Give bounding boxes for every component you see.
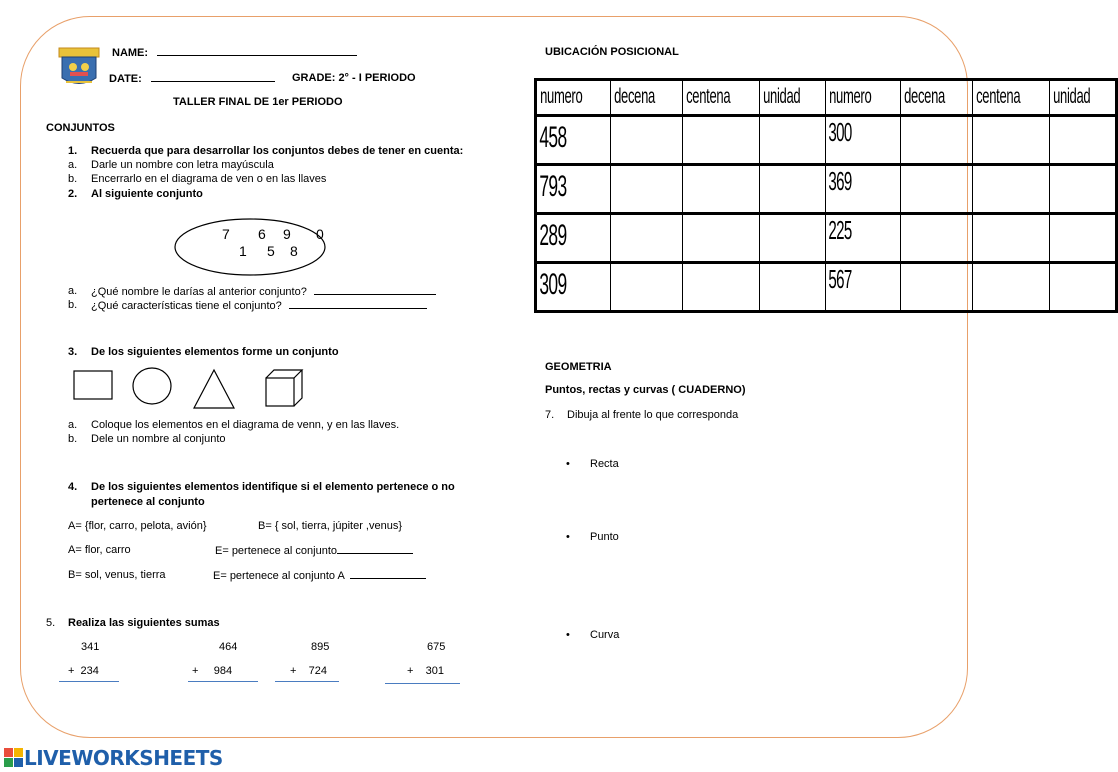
header-cell: decena bbox=[611, 80, 683, 116]
set-b-definition: B= { sol, tierra, júpiter ,venus} bbox=[258, 520, 402, 532]
number-cell: 225 bbox=[826, 214, 900, 263]
table-header-row bbox=[536, 80, 1117, 116]
q4-number: 4. bbox=[68, 481, 78, 493]
answer-cell[interactable] bbox=[760, 214, 826, 263]
header-cell: centena bbox=[683, 80, 760, 116]
geometria-subtitle: Puntos, rectas y curvas ( CUADERNO) bbox=[545, 384, 746, 396]
answer-cell[interactable] bbox=[611, 165, 683, 214]
answer-cell[interactable] bbox=[1049, 116, 1116, 165]
answer-cell[interactable] bbox=[611, 263, 683, 312]
q2-item-a-text: ¿Qué nombre le darías al anterior conjunto? bbox=[91, 286, 307, 298]
sum-1-answer-line[interactable] bbox=[59, 681, 119, 682]
table-row bbox=[536, 263, 1117, 312]
q2-item-b[interactable] bbox=[91, 299, 427, 312]
grade-label: GRADE: 2° - I PERIODO bbox=[292, 72, 416, 84]
q5-number: 5. bbox=[46, 617, 56, 629]
table-row bbox=[536, 214, 1117, 263]
answer-cell[interactable] bbox=[1049, 165, 1116, 214]
set-element-9: 9 bbox=[283, 226, 291, 242]
q2-number: 2. bbox=[68, 188, 78, 200]
header-cell: numero bbox=[536, 80, 611, 116]
q2-text: Al siguiente conjunto bbox=[91, 188, 203, 200]
q3-item-b-marker: b. bbox=[68, 433, 78, 445]
sum-2-top: 464 bbox=[219, 641, 238, 653]
q1-text: Recuerda que para desarrollar los conjuntos debes de tener en cuenta: bbox=[91, 145, 464, 157]
sum-1-top: 341 bbox=[81, 641, 100, 653]
answer-cell[interactable] bbox=[760, 116, 826, 165]
number-cell: 458 bbox=[536, 116, 611, 165]
answer-cell[interactable] bbox=[972, 116, 1049, 165]
number-cell: 793 bbox=[536, 165, 611, 214]
q4-text-line1: De los siguientes elementos identifique si el elemento pertenece o no bbox=[91, 481, 455, 493]
set-element-1: 1 bbox=[239, 243, 247, 259]
answer-cell[interactable] bbox=[972, 214, 1049, 263]
q1-item-a: Darle un nombre con letra mayúscula bbox=[91, 159, 274, 171]
header-cell: decena bbox=[900, 80, 972, 116]
sum-2-bottom: + 984 bbox=[192, 665, 233, 677]
sum-1-bottom: + 234 bbox=[68, 665, 99, 677]
place-value-table bbox=[534, 78, 1118, 313]
set-element-0: 0 bbox=[316, 226, 324, 242]
triangle-shape bbox=[194, 370, 234, 408]
q1-item-b: Encerrarlo en el diagrama de ven o en las llaves bbox=[91, 173, 327, 185]
sum-2-answer-line[interactable] bbox=[188, 681, 258, 682]
cube-shape bbox=[266, 370, 302, 406]
q2-item-b-blank[interactable] bbox=[289, 299, 427, 309]
sum-4-top: 675 bbox=[427, 641, 446, 653]
name-blank[interactable] bbox=[157, 46, 357, 56]
sum-4-answer-line[interactable] bbox=[385, 683, 460, 684]
date-blank[interactable] bbox=[151, 72, 275, 82]
number-cell: 369 bbox=[826, 165, 900, 214]
answer-cell[interactable] bbox=[1049, 214, 1116, 263]
sum-3-answer-line[interactable] bbox=[275, 681, 339, 682]
q1-number: 1. bbox=[68, 145, 78, 157]
number-cell: 289 bbox=[536, 214, 611, 263]
number-cell: 567 bbox=[826, 263, 900, 312]
brand-name: LIVEWORKSHEETS bbox=[24, 746, 223, 770]
set-element-8: 8 bbox=[290, 243, 298, 259]
set-element-7: 7 bbox=[222, 226, 230, 242]
answer-cell[interactable] bbox=[900, 165, 972, 214]
answer-cell[interactable] bbox=[760, 165, 826, 214]
school-logo bbox=[58, 46, 100, 90]
set-element-6: 6 bbox=[258, 226, 266, 242]
q5-text: Realiza las siguientes sumas bbox=[68, 617, 220, 629]
bullet-punto: • Punto bbox=[590, 531, 619, 543]
sum-3-bottom: + 724 bbox=[290, 665, 328, 677]
number-cell: 300 bbox=[826, 116, 900, 165]
q3-number: 3. bbox=[68, 346, 78, 358]
answer-cell[interactable] bbox=[683, 165, 760, 214]
answer-cell[interactable] bbox=[611, 116, 683, 165]
q2-item-b-marker: b. bbox=[68, 299, 78, 311]
q4-row2-blank[interactable] bbox=[350, 569, 426, 579]
q4-text-line2: pertenece al conjunto bbox=[91, 496, 205, 508]
answer-cell[interactable] bbox=[972, 165, 1049, 214]
header-cell: unidad bbox=[1049, 80, 1116, 116]
set-a-definition: A= {flor, carro, pelota, avión} bbox=[68, 520, 207, 532]
q2-item-b-text: ¿Qué características tiene el conjunto? bbox=[91, 300, 282, 312]
ubicacion-title: UBICACIÓN POSICIONAL bbox=[545, 46, 679, 58]
q4-row2-right-text: E= pertenece al conjunto A bbox=[213, 570, 345, 582]
number-cell: 309 bbox=[536, 263, 611, 312]
section-title-conjuntos: CONJUNTOS bbox=[46, 122, 115, 134]
q3-item-a: Coloque los elementos en el diagrama de venn, y en las llaves. bbox=[91, 419, 400, 431]
set-diagram bbox=[172, 216, 332, 280]
q4-row1-left: A= flor, carro bbox=[68, 544, 131, 556]
bullet-curva: • Curva bbox=[590, 629, 619, 641]
circle-shape bbox=[133, 368, 171, 404]
shapes-row bbox=[70, 366, 310, 412]
name-field[interactable] bbox=[112, 46, 357, 59]
q2-item-a-blank[interactable] bbox=[314, 285, 436, 295]
answer-cell[interactable] bbox=[900, 116, 972, 165]
q3-item-a-marker: a. bbox=[68, 419, 78, 431]
q4-row2-right[interactable] bbox=[213, 569, 426, 582]
date-field[interactable] bbox=[109, 72, 275, 85]
worksheet-title: TALLER FINAL DE 1er PERIODO bbox=[173, 96, 343, 108]
answer-cell[interactable] bbox=[683, 116, 760, 165]
q4-row2-left: B= sol, venus, tierra bbox=[68, 569, 166, 581]
table-row bbox=[536, 116, 1117, 165]
q1-item-a-marker: a. bbox=[68, 159, 78, 171]
rectangle-shape bbox=[74, 371, 112, 399]
q3-item-b: Dele un nombre al conjunto bbox=[91, 433, 226, 445]
liveworksheets-brand[interactable] bbox=[4, 746, 223, 770]
set-element-5: 5 bbox=[267, 243, 275, 259]
q7-text: Dibuja al frente lo que corresponda bbox=[567, 409, 739, 421]
name-label: NAME: bbox=[112, 47, 149, 59]
q4-row1-right-text: E= pertenece al conjunto bbox=[215, 545, 338, 557]
q2-item-a[interactable] bbox=[91, 285, 436, 298]
bullet-recta: • Recta bbox=[590, 458, 619, 470]
q7-number: 7. bbox=[545, 409, 555, 421]
sum-4-bottom: + 301 bbox=[407, 665, 445, 677]
header-cell: unidad bbox=[760, 80, 826, 116]
q4-row1-blank[interactable] bbox=[337, 544, 413, 554]
answer-cell[interactable] bbox=[611, 214, 683, 263]
answer-cell[interactable] bbox=[683, 263, 760, 312]
answer-cell[interactable] bbox=[900, 263, 972, 312]
header-cell: numero bbox=[826, 80, 900, 116]
answer-cell[interactable] bbox=[683, 214, 760, 263]
q1-item-b-marker: b. bbox=[68, 173, 78, 185]
date-label: DATE: bbox=[109, 73, 142, 85]
liveworksheets-logo-icon bbox=[4, 748, 24, 768]
answer-cell[interactable] bbox=[972, 263, 1049, 312]
q2-item-a-marker: a. bbox=[68, 285, 78, 297]
geometria-title: GEOMETRIA bbox=[545, 361, 612, 373]
sum-3-top: 895 bbox=[311, 641, 330, 653]
table-row bbox=[536, 165, 1117, 214]
q3-text: De los siguientes elementos forme un conjunto bbox=[91, 346, 339, 358]
answer-cell[interactable] bbox=[900, 214, 972, 263]
q4-row1-right[interactable] bbox=[215, 544, 413, 557]
answer-cell[interactable] bbox=[760, 263, 826, 312]
answer-cell[interactable] bbox=[1049, 263, 1116, 312]
header-cell: centena bbox=[972, 80, 1049, 116]
